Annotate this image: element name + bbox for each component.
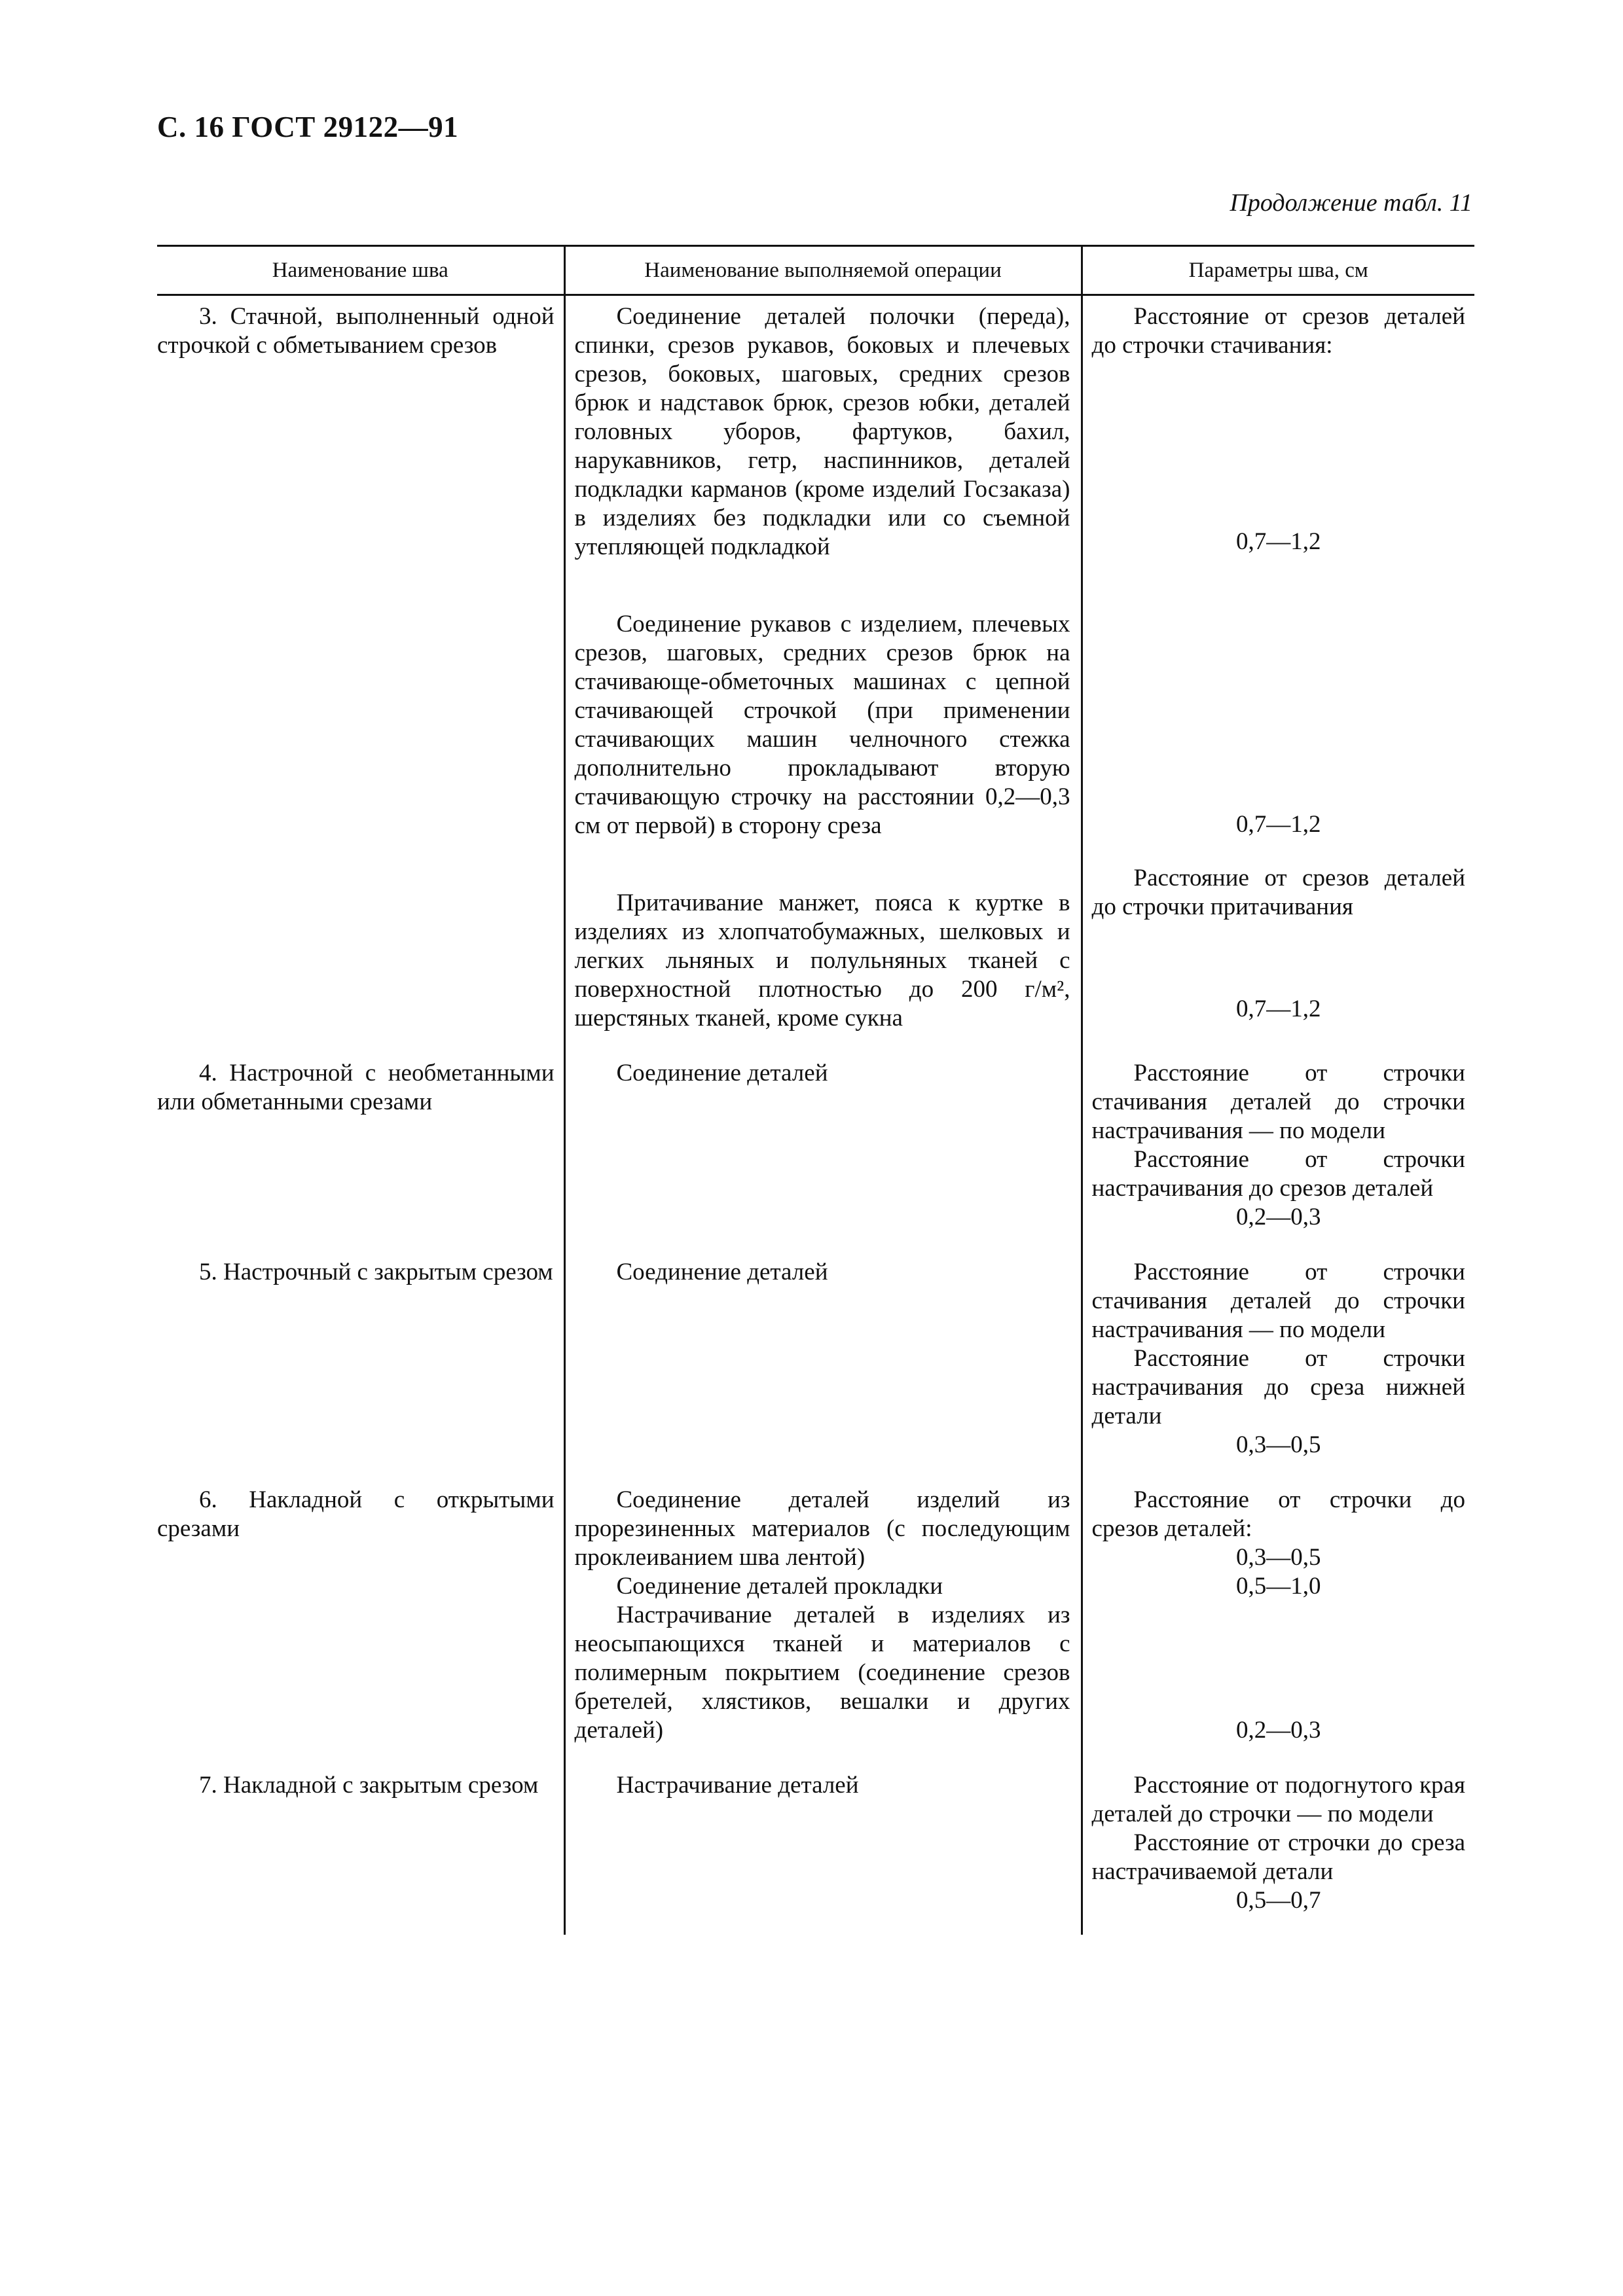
seam-name: 6. Накладной с открытыми срезами <box>157 1486 555 1542</box>
table-row <box>157 295 1474 1053</box>
operation-text: Соединение деталей прокладки <box>616 1573 943 1600</box>
param-text: Расстояние от строчки настрачивания до среза нижней детали <box>1091 1345 1465 1429</box>
param-value: 0,5—1,0 <box>1236 1573 1321 1600</box>
operation-cell <box>564 1052 1082 1251</box>
param-text: Расстояние от строчки до срезов деталей: <box>1091 1486 1465 1542</box>
param-text: Расстояние от подогнутого края деталей до строчки — по модели <box>1091 1772 1465 1827</box>
operation-cell <box>564 1479 1082 1765</box>
param-value: 0,3—0,5 <box>1236 1544 1321 1571</box>
operation-text: Соединение деталей <box>616 1259 828 1285</box>
param-text: Расстояние от срезов деталей до строчки притачивания <box>1091 865 1465 920</box>
page-header: С. 16 ГОСТ 29122—91 <box>157 111 459 143</box>
operation-text: Настрачивание деталей в изделиях из неосыпающихся тканей и материалов с полимерным покрытием (соединение срезов бретелей, хлястиков, вешалки и других деталей) <box>574 1602 1070 1744</box>
params-cell <box>1082 1765 1474 1935</box>
param-text: Расстояние от строчки стачивания деталей до строчки настрачивания — по модели <box>1091 1259 1465 1343</box>
column-header-operation: Наименование выполняемой операции <box>564 246 1082 295</box>
param-value: 0,2—0,3 <box>1236 1717 1321 1744</box>
params-cell <box>1082 295 1474 1053</box>
param-value: 0,7—1,2 <box>1236 811 1321 838</box>
operation-text: Соединение рукавов с изделием, плечевых срезов, шаговых, средних срезов брюк на стачивающе-обметочных машинах с цепной стачивающей строчкой (при применении стачивающих машин челночного стежка дополнительно прокладывают вторую стачивающую строчку на расстоянии 0,2—0,3 см от первой) в сторону среза <box>574 611 1070 839</box>
column-header-seam: Наименование шва <box>157 246 564 295</box>
table-row <box>157 1251 1474 1479</box>
table-row <box>157 1479 1474 1765</box>
params-cell <box>1082 1251 1474 1479</box>
param-value: 0,3—0,5 <box>1236 1431 1321 1458</box>
param-text: Расстояние от строчки стачивания деталей до строчки настрачивания — по модели <box>1091 1060 1465 1144</box>
operation-text: Притачивание манжет, пояса к куртке в изделиях из хлопчатобумажных, шелковых и легких льняных и полульняных тканей с поверхностной плотностью до 200 г/м², шерстяных тканей, кроме сукна <box>574 889 1070 1031</box>
seam-name: 4. Настрочной с необметанными или обметанными срезами <box>157 1060 555 1115</box>
seam-name-cell <box>157 1479 564 1765</box>
seam-name-cell <box>157 1765 564 1935</box>
table-row <box>157 1765 1474 1935</box>
seam-parameters-table <box>157 245 1474 1935</box>
param-value: 0,7—1,2 <box>1236 528 1321 555</box>
param-value: 0,7—1,2 <box>1236 996 1321 1022</box>
operation-text: Соединение деталей <box>616 1060 828 1086</box>
seam-name-cell <box>157 295 564 1053</box>
seam-name: 7. Накладной с закрытым срезом <box>199 1772 539 1799</box>
operation-cell <box>564 295 1082 1053</box>
spacer <box>1092 556 1466 810</box>
seam-name-cell <box>157 1251 564 1479</box>
table-header-row <box>157 246 1474 295</box>
params-cell <box>1082 1479 1474 1765</box>
param-value: 0,2—0,3 <box>1236 1204 1321 1230</box>
params-cell <box>1082 1052 1474 1251</box>
table-continuation-caption: Продолжение табл. 11 <box>1230 189 1472 217</box>
param-text: Расстояние от строчки до среза настрачиваемой детали <box>1091 1829 1465 1885</box>
seam-name: 3. Стачной, выполненный одной строчкой с обметыванием срезов <box>157 303 555 359</box>
param-text: Расстояние от срезов деталей до строчки стачивания: <box>1091 303 1465 359</box>
operation-text: Соединение деталей полочки (переда), спинки, срезов рукавов, боковых и плечевых срезов, боковых, шаговых, средних срезов брюк и надставок брюк, срезов юбки, деталей головных уборов, фартуков, бахил, нарукавников, гетр, наспинников, деталей подкладки карманов (кроме изделий Госзаказа) в изделиях без подкладки или со съемной утепляющей подкладкой <box>574 303 1070 560</box>
spacer <box>1092 1601 1466 1716</box>
spacer <box>1092 839 1466 864</box>
operation-cell <box>564 1765 1082 1935</box>
param-value: 0,5—0,7 <box>1236 1887 1321 1914</box>
table-row <box>157 1052 1474 1251</box>
operation-text: Настрачивание деталей <box>616 1772 859 1799</box>
operation-text: Соединение деталей изделий из прорезиненных материалов (с последующим проклеиванием шва лентой) <box>574 1486 1070 1571</box>
operation-cell <box>564 1251 1082 1479</box>
seam-name-cell <box>157 1052 564 1251</box>
column-header-params: Параметры шва, см <box>1082 246 1474 295</box>
seam-name: 5. Настрочный с закрытым срезом <box>199 1259 553 1285</box>
param-text: Расстояние от строчки настрачивания до срезов деталей <box>1091 1146 1465 1202</box>
